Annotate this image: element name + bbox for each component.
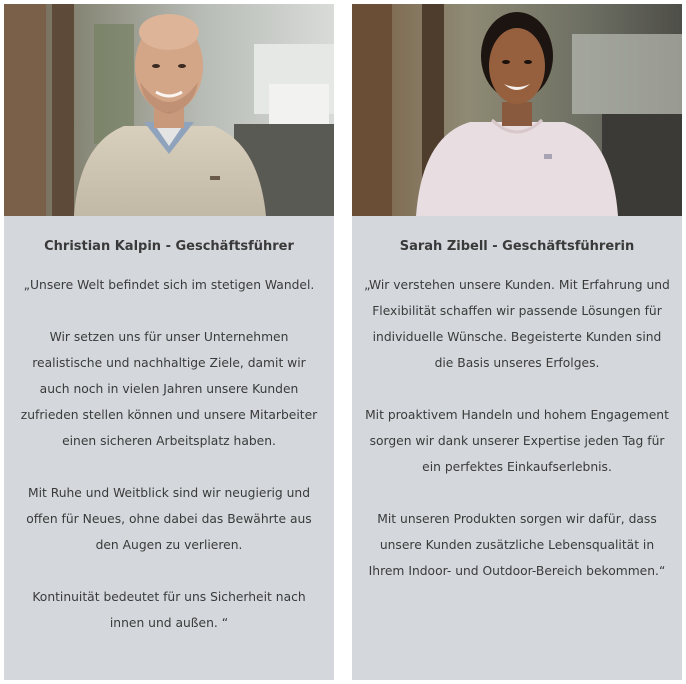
portrait-photo-christian: [4, 4, 334, 216]
quote-paragraph: Mit unseren Produkten sorgen wir dafür, dass unsere Kunden zusätzliche Lebensqualität in Ihrem Indoor- und Outdoor-Bereich bekommen.“: [368, 512, 666, 578]
person-quote: [16, 272, 322, 636]
portrait-photo-sarah: [352, 4, 682, 216]
team-card-christian: [4, 4, 334, 680]
team-card-sarah: [352, 4, 682, 680]
quote-paragraph: Mit Ruhe und Weitblick sind wir neugierig und offen für Neues, ohne dabei das Bewährte aus den Augen zu verlieren.: [26, 486, 312, 552]
quote-paragraph: „Wir verstehen unsere Kunden. Mit Erfahrung und Flexibilität schaffen wir passende Lösungen für individuelle Wünsche. Begeisterte Kunden sind die Basis unseres Erfolges.: [364, 278, 670, 370]
quote-paragraph: Kontinuität bedeutet für uns Sicherheit nach innen und außen. “: [32, 590, 306, 630]
quote-paragraph: „Unsere Welt befindet sich im stetigen Wandel.: [23, 278, 315, 292]
person-quote: [364, 272, 670, 584]
person-name-title: Christian Kalpin - Geschäftsführer: [44, 239, 294, 254]
quote-paragraph: Wir setzen uns für unser Unternehmen realistische und nachhaltige Ziele, damit wir auch noch in vielen Jahren unsere Kunden zufrieden stellen können und unsere Mitarbeiter einen sicheren Arbeitsplatz haben.: [20, 330, 318, 448]
person-name-title: Sarah Zibell - Geschäftsführerin: [399, 239, 635, 254]
quote-paragraph: Mit proaktivem Handeln und hohem Engagement sorgen wir dank unserer Expertise jeden Tag für ein perfektes Einkaufserlebnis.: [365, 408, 669, 474]
